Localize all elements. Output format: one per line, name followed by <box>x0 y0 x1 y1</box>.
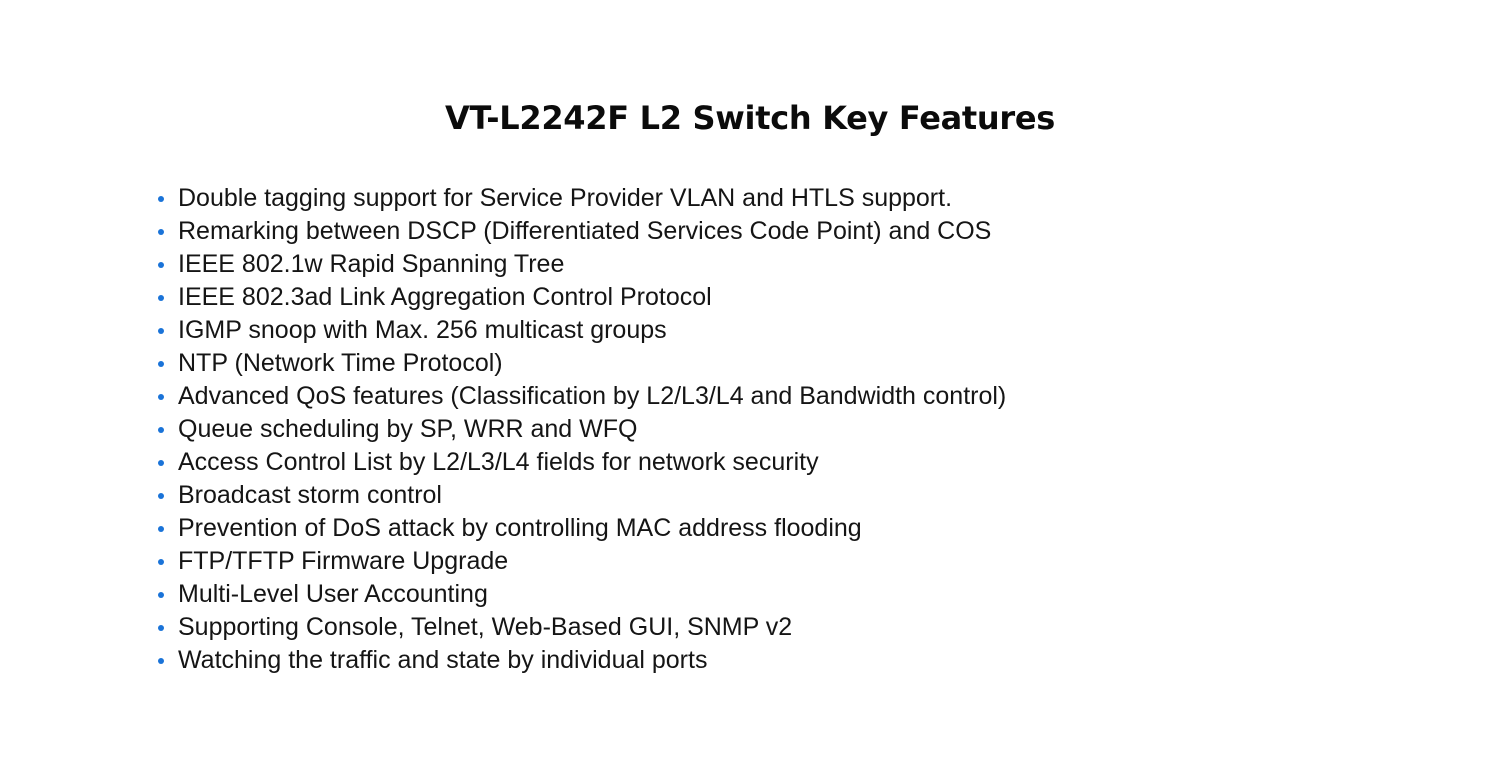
list-item <box>158 413 1006 446</box>
feature-text: Remarking between DSCP (Differentiated Services Code Point) and COS <box>178 217 992 245</box>
feature-text: Prevention of DoS attack by controlling MAC address flooding <box>178 514 862 542</box>
bullet-dot-icon <box>158 559 164 565</box>
bullet-dot-icon <box>158 625 164 631</box>
bullet-dot-icon <box>158 361 164 367</box>
feature-text: IEEE 802.3ad Link Aggregation Control Protocol <box>178 283 712 311</box>
feature-text: Queue scheduling by SP, WRR and WFQ <box>178 415 638 443</box>
list-item <box>158 479 1006 512</box>
bullet-dot-icon <box>158 229 164 235</box>
feature-text: Watching the traffic and state by individual ports <box>178 646 708 674</box>
list-item <box>158 182 1006 215</box>
feature-text: Double tagging support for Service Provider VLAN and HTLS support. <box>178 184 953 212</box>
list-item <box>158 446 1006 479</box>
bullet-dot-icon <box>158 427 164 433</box>
feature-text: Access Control List by L2/L3/L4 fields for network security <box>178 448 819 476</box>
bullet-dot-icon <box>158 262 164 268</box>
feature-list <box>158 182 1006 677</box>
list-item <box>158 314 1006 347</box>
feature-text: IGMP snoop with Max. 256 multicast groups <box>178 316 667 344</box>
bullet-dot-icon <box>158 526 164 532</box>
feature-text: FTP/TFTP Firmware Upgrade <box>178 547 509 575</box>
list-item <box>158 545 1006 578</box>
list-item <box>158 578 1006 611</box>
bullet-dot-icon <box>158 196 164 202</box>
list-item <box>158 248 1006 281</box>
list-item <box>158 512 1006 545</box>
feature-text: NTP (Network Time Protocol) <box>178 349 503 377</box>
feature-text: Multi-Level User Accounting <box>178 580 488 608</box>
bullet-dot-icon <box>158 394 164 400</box>
feature-text: Broadcast storm control <box>178 481 442 509</box>
list-item <box>158 644 1006 677</box>
bullet-dot-icon <box>158 493 164 499</box>
bullet-dot-icon <box>158 295 164 301</box>
bullet-dot-icon <box>158 658 164 664</box>
page-title: VT-L2242F L2 Switch Key Features <box>445 99 1055 137</box>
list-item <box>158 215 1006 248</box>
feature-text: IEEE 802.1w Rapid Spanning Tree <box>178 250 565 278</box>
bullet-dot-icon <box>158 460 164 466</box>
list-item <box>158 347 1006 380</box>
bullet-dot-icon <box>158 592 164 598</box>
feature-text: Supporting Console, Telnet, Web-Based GUI, SNMP v2 <box>178 613 793 641</box>
list-item <box>158 611 1006 644</box>
bullet-dot-icon <box>158 328 164 334</box>
feature-text: Advanced QoS features (Classification by L2/L3/L4 and Bandwidth control) <box>178 382 1007 410</box>
list-item <box>158 281 1006 314</box>
list-item <box>158 380 1006 413</box>
